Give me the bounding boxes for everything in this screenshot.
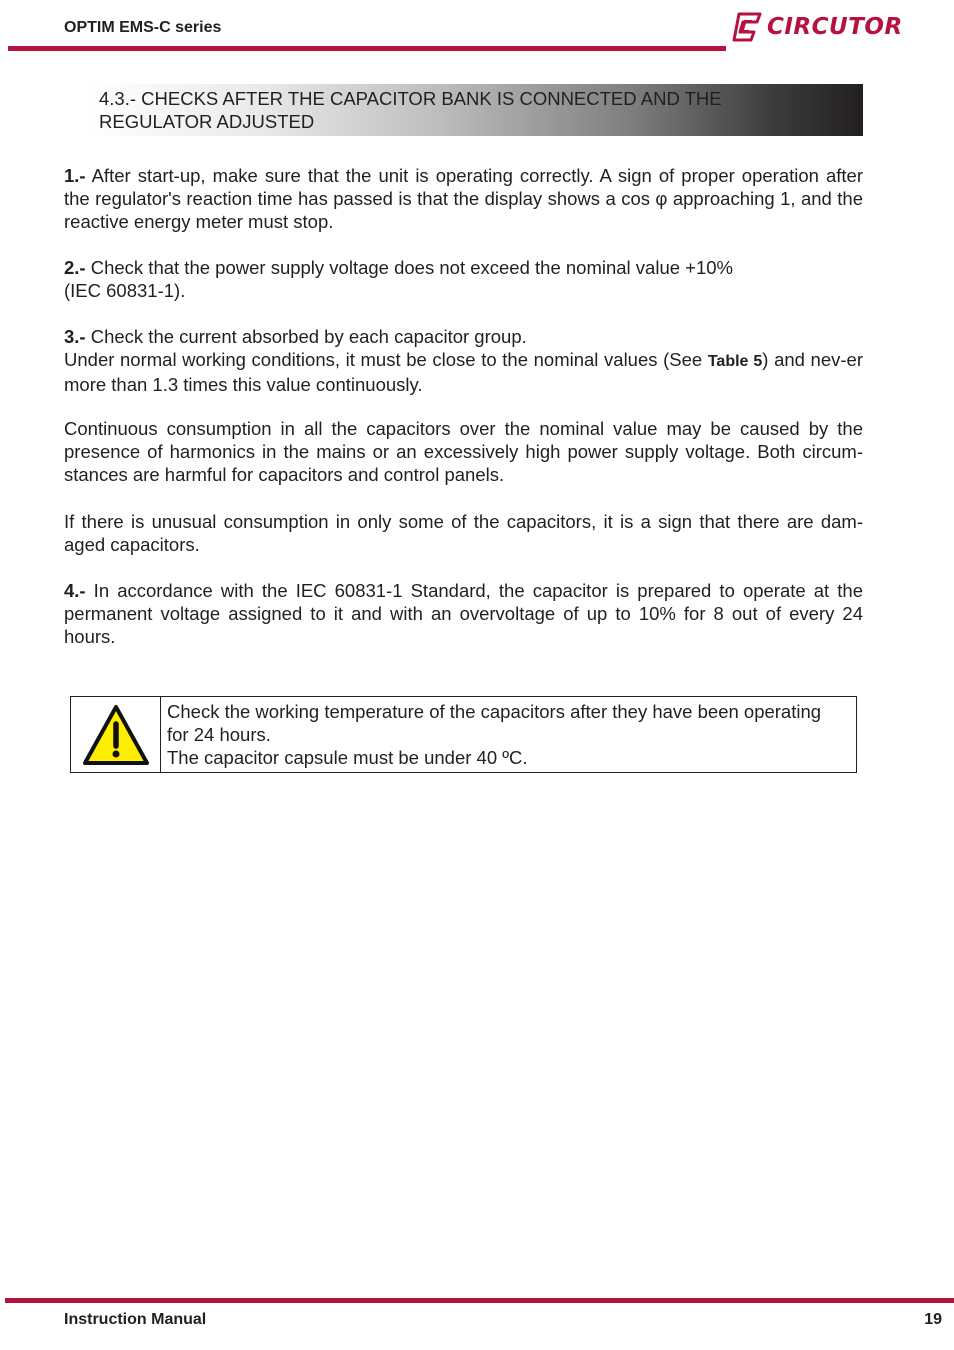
paragraph-text: If there is unusual consumption in only some of the capacitors, it is a sign that there are dam-aged capacitors. <box>64 511 863 555</box>
section-heading-line-1: 4.3.- CHECKS AFTER THE CAPACITOR BANK IS CONNECTED AND THE <box>99 88 722 109</box>
paragraph-text: ) and nev-er more than 1.3 times this value continuously. <box>64 349 863 395</box>
warning-line-2: for 24 hours. <box>167 724 271 745</box>
paragraph-1 <box>64 164 863 233</box>
step-number: 4.- <box>64 580 86 601</box>
paragraph-text: Check the current absorbed by each capacitor group. <box>85 326 527 347</box>
warning-text <box>161 697 856 772</box>
warning-box <box>70 696 857 773</box>
paragraph-3 <box>64 325 863 396</box>
page-number: 19 <box>924 1311 942 1328</box>
header-rule <box>8 46 726 51</box>
paragraph-text: In accordance with the IEC 60831-1 Standard, the capacitor is prepared to operate at the permanent voltage assigned to it and with an overvoltage of up to 10% for 8 out of every 24 hours. <box>64 580 863 647</box>
step-number: 3.- <box>64 326 86 347</box>
section-heading-line-2: REGULATOR ADJUSTED <box>99 111 315 132</box>
paragraph-4 <box>64 417 863 486</box>
table-reference-link[interactable]: Table 5 <box>707 353 763 370</box>
footer-rule <box>5 1298 954 1303</box>
warning-line-3: The capacitor capsule must be under 40 ºC. <box>167 747 528 768</box>
section-heading <box>99 87 799 133</box>
logo-text: CIRCUTOR <box>767 14 903 40</box>
paragraph-text: Continuous consumption in all the capacitors over the nominal value may be caused by the presence of harmonics in the mains or an excessively high power supply voltage. Both circum-stances are harmful for capacitors and control panels. <box>64 418 863 485</box>
warning-line-1: Check the working temperature of the capacitors after they have been operating <box>167 701 822 722</box>
circutor-logo-icon <box>730 11 762 43</box>
document-title: OPTIM EMS-C series <box>64 19 222 36</box>
step-number: 2.- <box>64 257 86 278</box>
warning-icon-cell <box>71 697 161 772</box>
paragraph-text: After start-up, make sure that the unit is operating correctly. A sign of proper operation after the regulator's reaction time has passed is that the display shows a cos φ approaching 1, and the reactive energy meter must stop. <box>64 165 863 232</box>
paragraph-5 <box>64 510 863 556</box>
paragraph-text: (IEC 60831-1). <box>64 280 186 301</box>
circutor-logo <box>730 9 910 45</box>
paragraph-2 <box>64 256 863 302</box>
paragraph-text: Under normal working conditions, it must be close to the nominal values (See <box>64 349 708 370</box>
paragraph-6 <box>64 579 863 648</box>
warning-triangle-icon <box>82 704 150 766</box>
paragraph-text: Check that the power supply voltage does not exceed the nominal value +10% <box>85 257 733 278</box>
footer-manual-label: Instruction Manual <box>64 1311 207 1328</box>
step-number: 1.- <box>64 165 86 186</box>
